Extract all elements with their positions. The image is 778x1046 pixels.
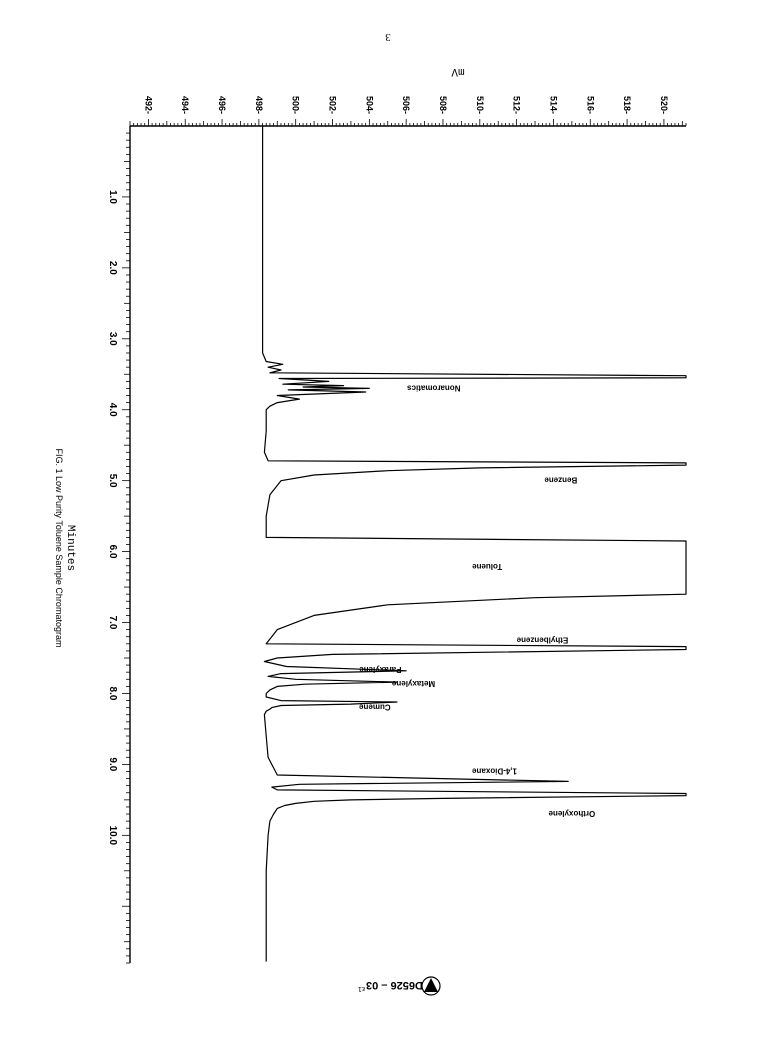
chromatogram-trace <box>263 126 686 962</box>
peak-label: Benzene <box>544 475 578 485</box>
y-tick-label: 494- <box>180 96 191 115</box>
peak-label: Paraxylene <box>359 665 402 675</box>
peak-label: Ethylbenzene <box>516 635 569 645</box>
y-tick-label: 518- <box>622 96 633 115</box>
x-tick-label: 5.0 <box>107 473 118 488</box>
y-tick-label: 492- <box>143 96 154 115</box>
y-tick-label: 502- <box>327 96 338 115</box>
peak-label: Metaxylene <box>391 679 436 689</box>
x-tick-label: 1.0 <box>107 189 118 204</box>
peak-label: Orthoxylene <box>548 809 596 819</box>
designation-text: D6526 – 03 <box>366 979 423 991</box>
peak-label: Nonaromatics <box>407 383 461 393</box>
figure-caption: FIG. 1 Low Purity Toluene Sample Chromatogram <box>54 448 64 648</box>
document-header <box>358 977 440 995</box>
peak-label: Cumene <box>359 702 391 712</box>
astm-logo <box>422 977 440 995</box>
x-axis-title: Minutes <box>64 524 76 572</box>
y-tick-label: 520- <box>658 96 669 115</box>
y-axis-ticks <box>130 96 686 126</box>
x-tick-label: 10.0 <box>107 825 118 846</box>
logo-text: ASTM <box>426 987 436 991</box>
y-tick-label: 508- <box>437 96 448 115</box>
y-tick-label: 514- <box>548 96 559 115</box>
y-axis-title: mV <box>451 65 465 77</box>
y-tick-label: 510- <box>474 96 485 115</box>
x-tick-label: 4.0 <box>107 402 118 417</box>
x-tick-label: 3.0 <box>107 331 118 346</box>
y-tick-label: 516- <box>585 96 596 115</box>
page-number: 3 <box>385 31 391 43</box>
y-tick-label: 496- <box>217 96 228 115</box>
y-tick-label: 504- <box>364 96 375 115</box>
peak-label: Toluene <box>472 562 503 572</box>
x-tick-label: 8.0 <box>107 686 118 701</box>
peak-label: 1,4-Dioxane <box>472 766 517 776</box>
x-tick-label: 6.0 <box>107 544 118 559</box>
x-tick-label: 7.0 <box>107 615 118 630</box>
designation-superscript: ε1 <box>357 985 365 992</box>
axes-layer <box>107 96 686 963</box>
y-tick-label: 500- <box>290 96 301 115</box>
y-tick-label: 512- <box>511 96 522 115</box>
x-tick-label: 2.0 <box>107 260 118 275</box>
y-tick-label: 506- <box>401 96 412 115</box>
y-tick-label: 498- <box>253 96 264 115</box>
x-axis-ticks <box>107 133 130 963</box>
x-tick-label: 9.0 <box>107 757 118 772</box>
